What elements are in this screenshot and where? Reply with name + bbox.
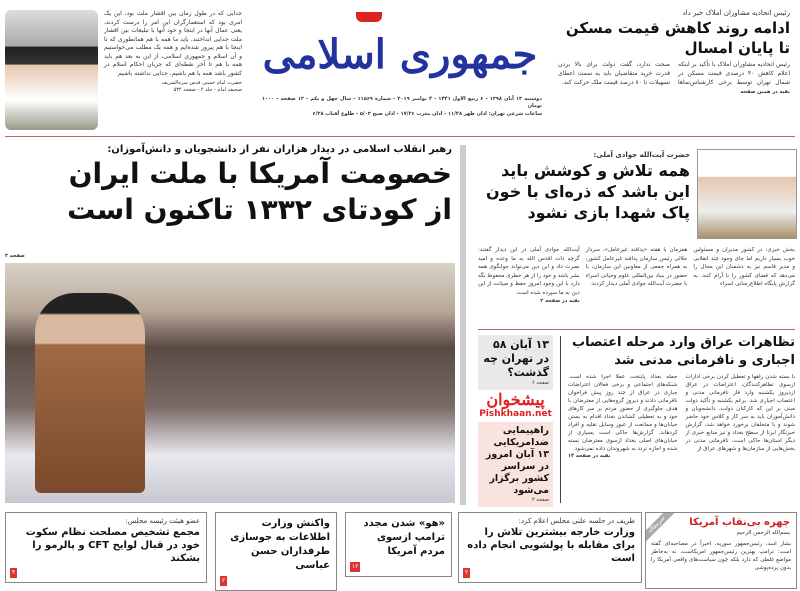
intel-headline: واکنش وزارت اطلاعات به جوسازی طرفداران حسن عباسی (230, 518, 330, 571)
iraq-story (568, 334, 795, 460)
watermark-url: Pishkhaan.net (479, 409, 552, 419)
page-badge: ۱۲ (352, 563, 359, 570)
iraq-col2: جمله بغداد پایتخت عملا اجرا شده است. شبکه‌های اجتماعی و برخی فعالان اعتراضات جباری در عراق از چند روز پیش فراخوان نافرمانی دادند و دیروز گروه‌هایی از معترضان با هدف جلوگیری از حضور مردم بر سر کارهای خود و به تعطیلی کشاندن بغداد اقدام به بستن خیابان‌ها و ممانعت از عبور وسایل نقلیه و افراد کردهاند. گزارش‌ها حاکی است بسیاری از خیابان‌های اصلی بغداد ازسوی معترضان بسته شده و اجازه تردد به شهروندان داده نمی‌شود. (568, 374, 678, 452)
javadi-columns (478, 246, 795, 305)
javadi-col3: آیت‌الله جوادی آملی در این دیدار گفتند: گرچه ذات اقدس الله به ما وعده و امید نصرت داد و این دین می‌تواند جوابگوی همه بشر باشد و خود را از هر خطری محفوظ نگه دارد با این وجود امروز حفظ و صیانت از این دین به ما سپرده شده است. (477, 247, 580, 296)
editorial-box[interactable] (645, 512, 797, 589)
page-badge: ۲ (465, 569, 469, 576)
trump-headline: «هو» شدن مجدد ترامپ ازسوی مردم آمریکا (363, 518, 445, 557)
lead-headline-1: خصومت آمریکا با ملت ایران (68, 157, 452, 190)
masthead-logo: جمهوری اسلامی (262, 31, 538, 78)
javadi-col1: بخش خبری: در کشور مدیران و مسئولین خوب بسیار داریم اما جای وجود چند انقلابی و مدیر قاسم نیز به دشمنان این مجال را می‌دهد که فضای کشور را نا آرام کنند. به گزارش پایگاه اطلاع‌رسانی اسراء (693, 247, 795, 287)
logo-red-accent (356, 12, 382, 22)
quote-block (104, 10, 242, 94)
section-divider (478, 329, 795, 330)
prayer-times: ساعات شرعی تهران: اذان ظهر ۱۱/۴۸ - اذان مغرب ۱۷/۲۶ - اذان صبح ۵/۰۳ - طلوع آفتاب ۶/۲۸ (312, 111, 542, 117)
rally-box (478, 422, 553, 507)
rally-text: راهپیمایی ضدامریکایی ۱۳ آبان امروز در سراسر کشور برگزار می‌شود (485, 425, 549, 496)
page-badge: ۲ (222, 577, 226, 584)
bottom-story-cft[interactable] (5, 512, 207, 583)
lead-kicker: رهبر انقلاب اسلامی در دیدار هزاران نفر از دانشجویان و دانش‌آموزان: (107, 144, 452, 155)
leader-figure (35, 293, 145, 493)
lead-headline-2: از کودتای ۱۳۳۲ تاکنون است (67, 193, 452, 226)
anniversary-text: ۱۳ آبان ۵۸ در تهران چه گذشت؟ (483, 338, 549, 379)
cft-kicker: عضو هیئت رئیسه مجلس: (125, 517, 200, 525)
bottom-story-intel[interactable] (215, 512, 337, 591)
anniversary-page: صفحه ۶ (532, 380, 549, 386)
rally-page: صفحه ۳ (532, 497, 549, 503)
editorial-title: چهره بی‌نقاب آمریکا (689, 517, 790, 528)
javadi-col2: همزمان با هفته «پدافند غیرعامل»، سردار جلالی رئیس سازمان پدافند غیرعامل کشور، به همراه جمعی از معاونین این سازمان، با حضور در بنیاد بین‌المللی علوم وحیانی اسراء با حضرت آیت‌الله جوادی آملی دیدار کردند. (585, 247, 688, 287)
javadi-kicker: حضرت آیت‌الله جوادی آملی: (593, 151, 690, 159)
imam-photo (5, 10, 98, 130)
housing-headline: ادامه روند کاهش قیمت مسکن تا پایان امسال (565, 19, 790, 57)
editorial-body: بشار اسد، رئیس‌جمهور سوریه، اخیراً در مصاحبه‌ای گفته است: ترامپ بهترین رئیس‌جمهور امریکاست، نه به‌خاطر مواضع غلطی که دارد بلکه چون سیاست‌های واقعی آمریکا را بدون پرده‌پوشی (651, 541, 791, 571)
zarif-headline: وزارت خارجه بیشترین تلاش را برای مقابله با پولشویی انجام داده است (467, 527, 635, 564)
iraq-headline: تظاهرات عراق وارد مرحله اعتصاب اجباری و نافرمانی مدنی شد (572, 335, 795, 368)
page-badge: ۴ (12, 569, 16, 576)
quote-source: حضرت امام خمینی قدس سره‌الشریف (161, 80, 242, 86)
lead-photo (5, 263, 455, 503)
housing-story (558, 8, 790, 96)
masthead-info (262, 96, 542, 118)
date-line: دوشنبه ۱۳ آبان ۱۳۹۸ - ۶ ربیع الاول ۱۴۴۱ - ۴ نوامبر ۲۰۱۹ - شماره ۱۱۵۶۹ - سال چهل و یکم - ۱۲ صفحه - ۱۰۰۰ تومان (262, 96, 542, 109)
javadi-photo (697, 149, 797, 239)
column-rule (560, 336, 561, 503)
cft-headline: مجمع تشخیص مصلحت نظام سکوت خود در قبال لوایح CFT و پالرمو را بشکند (25, 527, 200, 564)
javadi-more: بقیه در صفحه ۲ (540, 298, 580, 304)
javadi-headline: همه تلاش و کوشش باید این باشد که ذره‌ای با خون پاک شهدا بازی نشود (486, 161, 690, 222)
javadi-col3-wrap (478, 246, 580, 305)
iraq-more: بقیه در صفحه ۱۴ (568, 453, 611, 459)
bottom-story-trump[interactable] (345, 512, 452, 577)
imam-quote: جدایی که در طول زمان بین اقشار ملت بود، این یک امری بود که استعمارگران این امر را درست کردند، یعنی عمال آنها در اینجا و خود آنها با تبلیغات بین اقشار ملت جدایی انداختند. باید ما همه با هم همانطوری که تا اینجا با هم پیروز شده‌ایم و همه یک مطلب می‌خواستیم و آن اسلام و جمهوری اسلامی، از این به بعد هم باید همه با هم تا آخر نقطه‌ای که جریان احکام اسلام در کشور باشد همه با هم باشیم، جدایی نداشته باشیم (104, 10, 242, 77)
sidebar (478, 335, 553, 507)
housing-kicker: رئیس اتحادیه مشاوران املاک خبر داد (682, 9, 790, 17)
javadi-head (478, 150, 690, 223)
column-separator (460, 145, 466, 505)
header-divider (5, 136, 795, 137)
editorial-basmala: بسم‌الله الرحمن الرحیم (736, 530, 790, 536)
iraq-col1: با بسته شدن راهها و تعطیل کردن برخی ادارات ازسوی تظاهرکنندگان، اعتراضات در عراق ازدیروز یکشنبه وارد فاز نافرمانی مدنی و اعتصاب اجباری شد. برغم یکشنبه و تأکید دولت مبنی بر این که کارکنان دولت، دانشجویان و دانش‌آموزان باید به سر کار و کلاس خود حاضر شوند و با متخلفان برخورد خواهد شد، گزارش خبرنگار ایرنا از سطح بغداد و نیز منابع خبری از دیگر استان‌ها حاکی است، نافرمانی مدنی در بخش‌هایی از سازمان‌ها و شهرهای عراق از (685, 374, 795, 452)
housing-more: بقیه در همین صفحه (740, 89, 790, 95)
quote-ref: صحیفه امام - جلد ۴ - صفحه ۵۳۴ (173, 87, 242, 93)
iraq-body (568, 373, 795, 453)
anniversary-box (478, 335, 553, 390)
lead-page-ref: صفحه ۳ (5, 253, 25, 259)
housing-body: رئیس اتحادیه مشاوران املاک با تأکید بر اینکه اعلام کاهش ۴۰ درصدی قیمت مسکن در شمال تهران توسط برخی کارشناس‌نماها صحت ندارد، گفت دولت برای بالا بردن قدرت خرید متقاضیان باید به سمت اعطای تسهیلات تا ۸۰ درصد قیمت ملک حرکت کند. (558, 61, 790, 86)
bottom-story-zarif[interactable] (458, 512, 642, 583)
lead-story (20, 143, 452, 228)
watermark-logo: پیشخوان (486, 390, 545, 409)
editorial-badge: سرمقاله (645, 512, 674, 542)
zarif-kicker: ظریف در جلسه علنی مجلس اعلام کرد: (518, 517, 635, 525)
